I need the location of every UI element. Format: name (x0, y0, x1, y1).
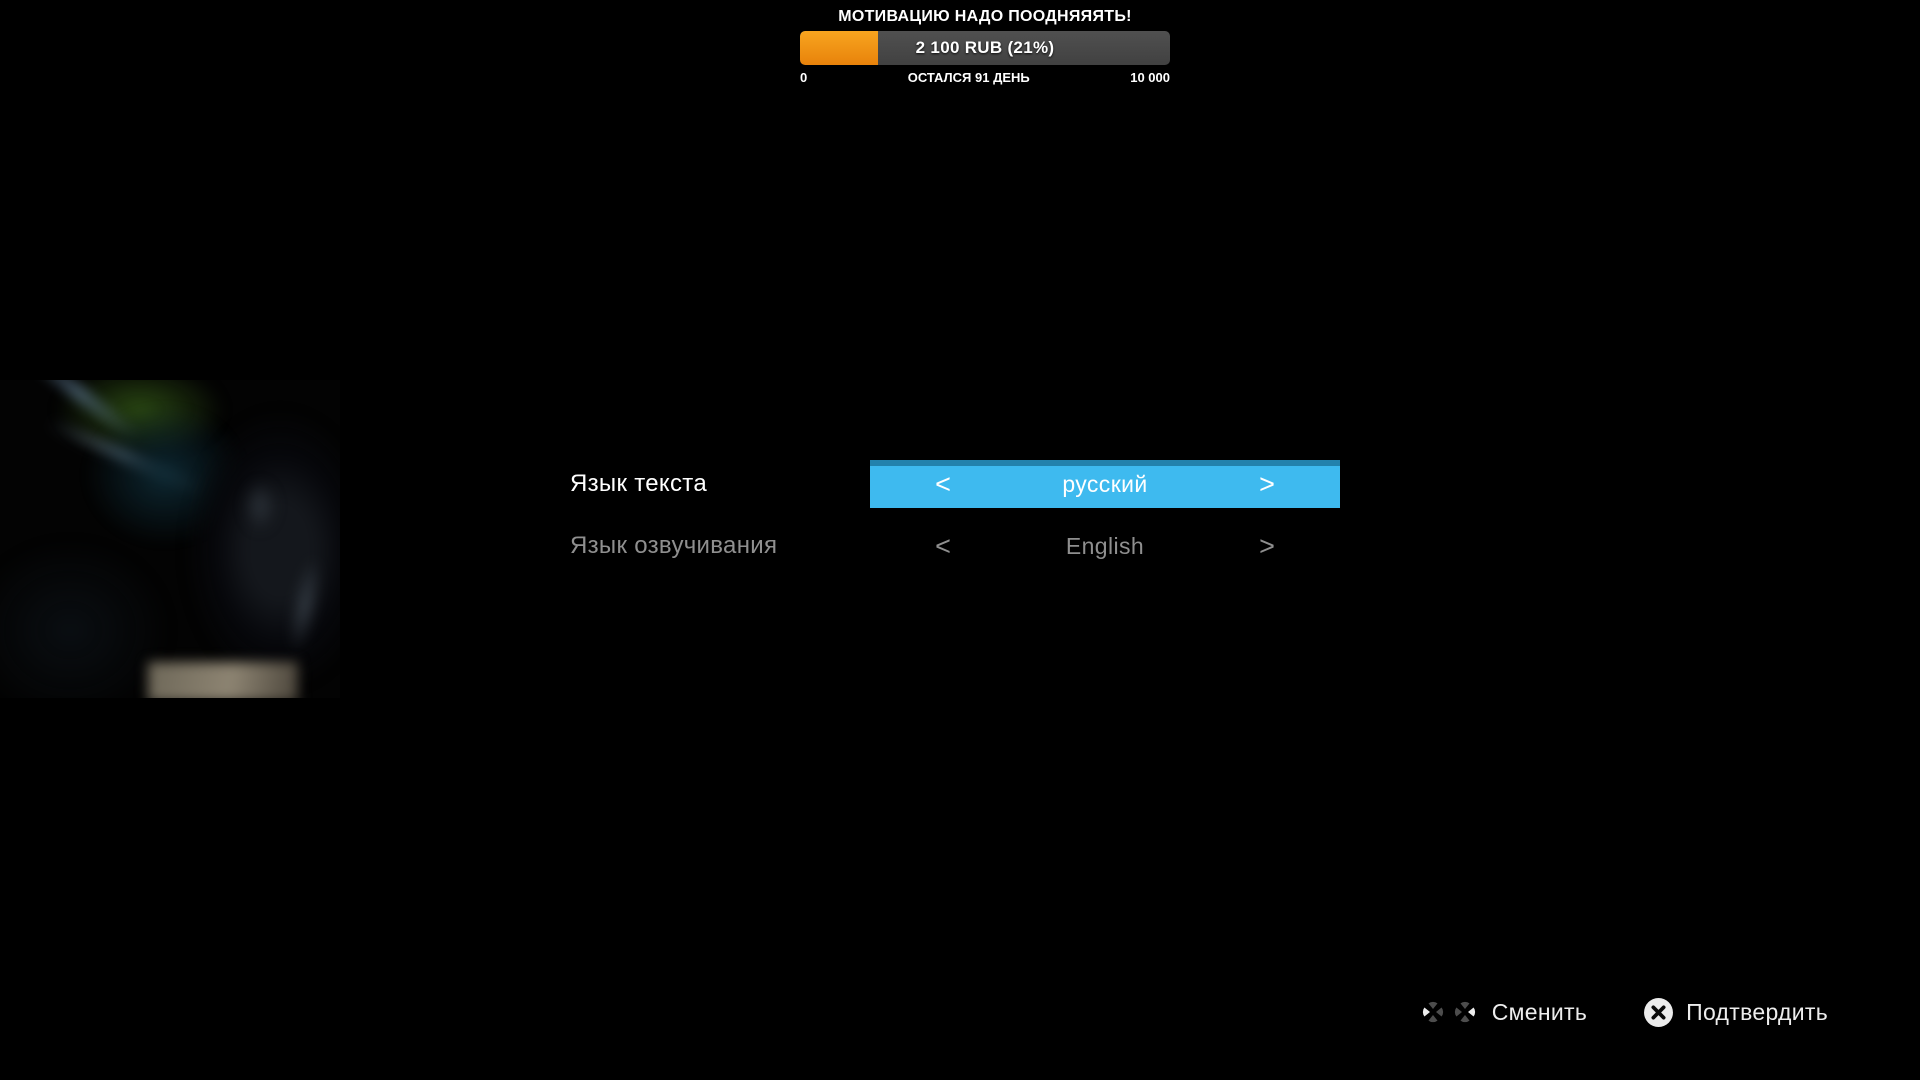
donation-days-left: ОСТАЛСЯ 91 ДЕНЬ (907, 70, 1030, 85)
voice-language-value: English (1065, 532, 1145, 559)
voice-language-next-arrow-icon[interactable]: > (1259, 530, 1275, 561)
donation-footer (800, 70, 1170, 85)
hint-change-label: Сменить (1491, 998, 1588, 1025)
text-language-next-arrow-icon[interactable]: > (1259, 468, 1275, 499)
donation-range-max: 10 000 (1130, 70, 1170, 85)
gamepad-hints-bar (1418, 992, 1828, 1032)
hint-change[interactable] (1418, 997, 1587, 1027)
voice-language-label: Язык озвучивания (570, 532, 778, 559)
webcam-person-silhouette (185, 410, 340, 690)
webcam-desk-shape (148, 662, 298, 698)
hint-confirm-label: Подтвердить (1686, 998, 1828, 1025)
text-language-prev-arrow-icon[interactable]: < (935, 468, 951, 499)
dpad-icons (1418, 997, 1480, 1027)
setting-row-text-language[interactable] (570, 460, 1340, 508)
hint-confirm[interactable] (1643, 997, 1828, 1028)
text-language-label: Язык текста (570, 470, 707, 497)
dpad-left-icon (1418, 997, 1448, 1027)
dpad-right-icon (1450, 997, 1480, 1027)
webcam-feed (0, 380, 340, 698)
donation-goal-widget (800, 8, 1170, 85)
cross-button-icon (1643, 997, 1674, 1028)
voice-language-prev-arrow-icon[interactable]: < (935, 530, 951, 561)
donation-amount-label: 2 100 RUB (21%) (915, 38, 1055, 57)
setting-row-voice-language[interactable] (570, 522, 1340, 570)
webcam-person-detail (243, 480, 277, 532)
donation-goal-title: МОТИВАЦИЮ НАДО ПООДНЯЯЯТЬ! (838, 8, 1132, 25)
donation-range-min: 0 (800, 70, 808, 85)
text-language-selector[interactable] (870, 460, 1340, 508)
voice-language-selector[interactable] (870, 522, 1340, 570)
text-language-value: русский (1062, 470, 1148, 497)
donation-progress-bar (800, 31, 1170, 65)
webcam-shadow-shape (0, 540, 170, 698)
